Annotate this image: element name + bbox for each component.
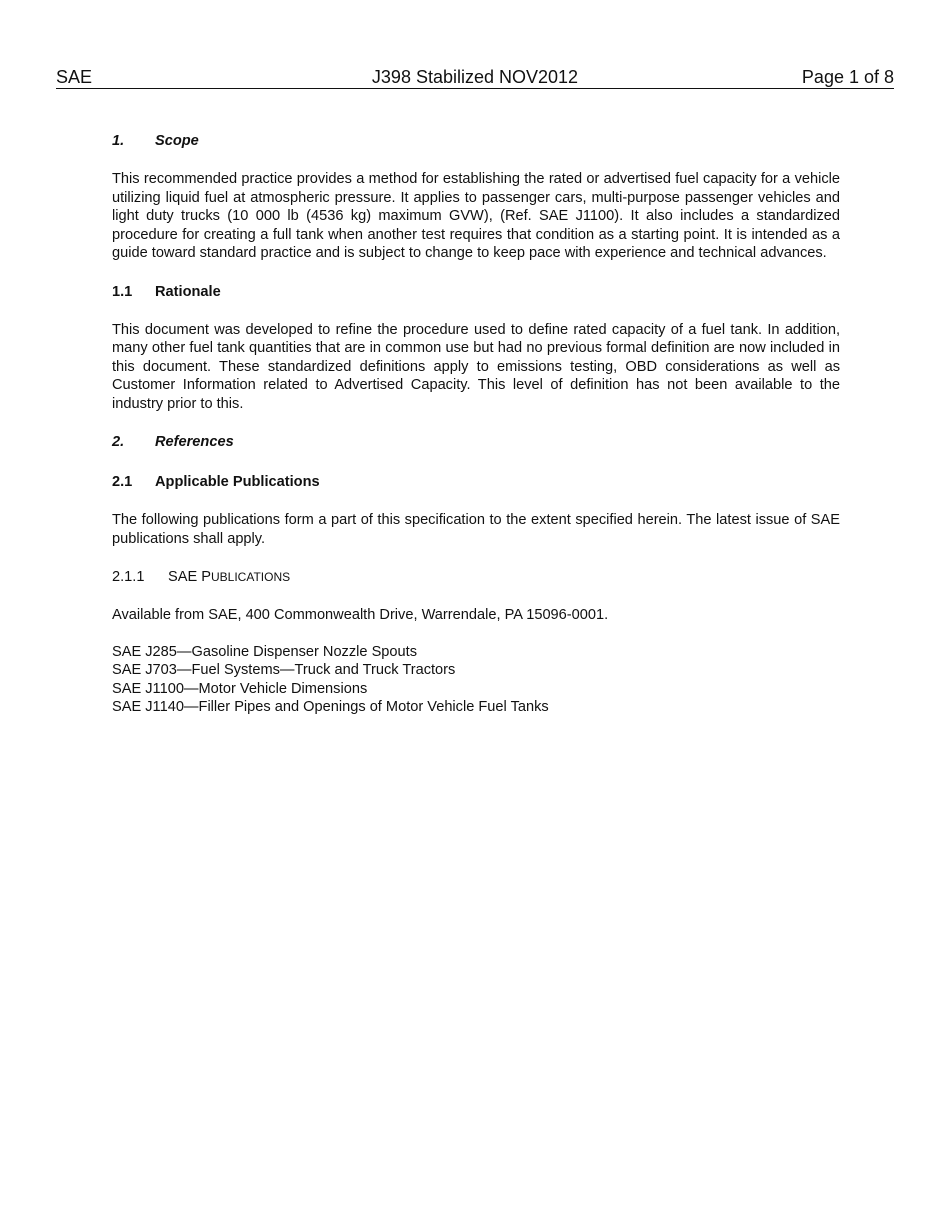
section-title: SAE PUBLICATIONS	[168, 569, 291, 585]
section-number: 1.	[112, 133, 125, 149]
section-title: Rationale	[155, 283, 221, 300]
reference-list	[112, 643, 840, 717]
scope-paragraph: This recommended practice provides a method for establishing the rated or advertised fuel capacity for a vehicle utilizing liquid fuel at atmospheric pressure. It applies to passenger cars, multi-purpose passenger vehicles and light duty trucks (10 000 lb (4536 kg) maximum GVW), (Ref. SAE J1100). It also includes a standardized procedure for creating a full tank when another test requires that condition as a starting point. It is intended as a guide toward standard practice and is subject to change to keep pace with experience and technical advances.	[112, 171, 840, 261]
header-org: SAE	[56, 67, 93, 87]
header-document-id: J398 Stabilized NOV2012	[371, 67, 579, 87]
section-heading-applicable-publications	[112, 471, 840, 493]
section-heading-sae-publications	[112, 566, 840, 588]
list-item: SAE J1100—Motor Vehicle Dimensions	[112, 680, 368, 697]
section-number: 1.1	[112, 283, 133, 300]
section-title: Scope	[155, 133, 199, 149]
page-header	[56, 66, 894, 89]
header-page-number: Page 1 of 8	[801, 67, 894, 87]
section-number: 2.	[112, 434, 125, 450]
section-title: References	[155, 434, 234, 450]
rationale-paragraph: This document was developed to refine the procedure used to define rated capacity of a fuel tank. In addition, many other fuel tank quantities that are in common use but had no previous formal definition are now included in this document. These standardized definitions apply to emissions testing, OBD considerations as well as Customer Information related to Advertised Capacity. This level of definition has not been available to the industry prior to this.	[112, 321, 840, 412]
section-heading-references	[112, 431, 840, 453]
applicable-publications-paragraph: The following publications form a part of this specification to the extent specified herein. The latest issue of SAE publications shall apply.	[112, 512, 840, 547]
document-body	[112, 130, 840, 717]
list-item: SAE J703—Fuel Systems—Truck and Truck Tractors	[112, 662, 456, 678]
section-number: 2.1.1	[112, 569, 145, 585]
section-title: Applicable Publications	[155, 474, 320, 490]
availability-paragraph: Available from SAE, 400 Commonwealth Drive, Warrendale, PA 15096-0001.	[112, 607, 609, 623]
section-heading-scope	[112, 130, 840, 152]
section-number: 2.1	[112, 474, 133, 490]
list-item: SAE J285—Gasoline Dispenser Nozzle Spouts	[112, 643, 418, 660]
list-item: SAE J1140—Filler Pipes and Openings of Motor Vehicle Fuel Tanks	[112, 699, 549, 715]
section-heading-rationale	[112, 281, 840, 303]
